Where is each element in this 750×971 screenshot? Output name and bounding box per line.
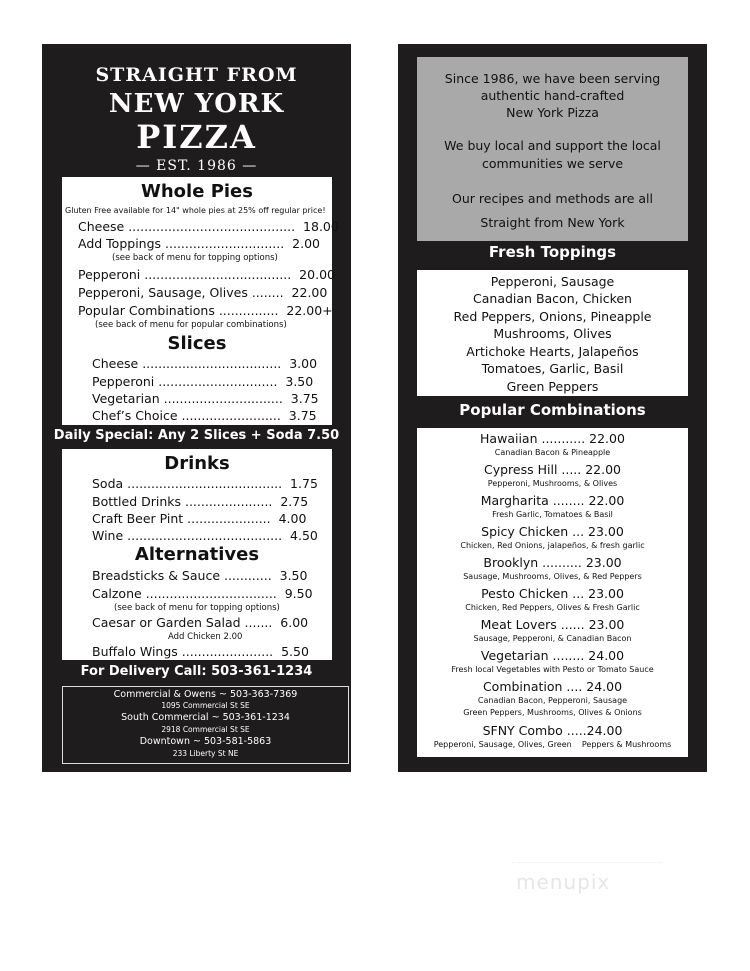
fresh-toppings-box [417,270,688,396]
about-line: authentic hand-crafted [480,88,625,103]
location-name: Commercial & Owens ~ 503-363-7369 [113,689,298,700]
combo-desc: Sausage, Pepperoni, & Canadian Bacon [473,634,632,643]
menu-item-pso-pie: Pepperoni, Sausage, Olives ........ 22.00 [78,285,328,300]
menu-item-pepperoni-slice: Pepperoni .............................. 3.50 [92,374,314,389]
combo-name: Pesto Chicken ... 23.00 [481,586,624,601]
combo-desc: Pepperoni, Mushrooms, & Olives [487,479,618,488]
whole-pies-heading: Whole Pies [141,181,253,202]
topping-note: (see back of menu for topping options) [112,253,278,263]
fresh-toppings-heading: Fresh Toppings [488,243,617,261]
combo-name: SFNY Combo .....24.00 [482,723,623,738]
menu-item-soda: Soda ....................................... 1.75 [92,476,318,491]
watermark-divider [512,862,662,863]
combo-name: Combination .... 24.00 [482,679,623,694]
delivery-phone: For Delivery Call: 503-361-1234 [80,664,313,679]
combo-name: Margharita ........ 22.00 [480,493,625,508]
alternatives-heading: Alternatives [134,544,260,565]
right-menu-panel [398,44,707,772]
location-address: 233 Liberty St NE [172,749,239,758]
combo-name: Spicy Chicken ... 23.00 [481,524,624,539]
menu-item-buffalo-wings: Buffalo Wings ....................... 5.50 [92,644,309,659]
menu-item-add-toppings: Add Toppings .............................. 2.00 [78,236,320,251]
topping-line: Tomatoes, Garlic, Basil [481,361,624,376]
topping-line: Mushrooms, Olives [493,326,612,341]
location-address: 2918 Commercial St SE [161,725,250,734]
popular-combinations-heading: Popular Combinations [459,401,646,419]
combo-name: Cypress Hill ..... 22.00 [483,462,622,477]
drinks-heading: Drinks [164,453,230,474]
left-menu-panel [42,44,351,772]
combo-note: (see back of menu for popular combinations) [95,320,287,330]
salad-note: Add Chicken 2.00 [168,632,243,642]
topping-line: Pepperoni, Sausage [490,274,615,289]
pies-slices-box [62,177,339,425]
location-address: 1095 Commercial St SE [161,701,250,710]
drinks-alternatives-box [62,449,332,660]
combo-desc: Chicken, Red Onions, jalapeños, & fresh garlic [460,541,645,550]
daily-special: Daily Special: Any 2 Slices + Soda 7.50 [53,428,340,443]
combo-name: Meat Lovers ...... 23.00 [480,617,625,632]
location-name: Downtown ~ 503-581-5863 [139,736,272,747]
about-line: Straight from New York [480,215,625,230]
about-line: Our recipes and methods are all [452,191,653,206]
logo-line-1: STRAIGHT FROM [95,64,298,86]
menu-item-craft-beer: Craft Beer Pint ..................... 4.00 [92,511,307,526]
slices-heading: Slices [167,333,227,354]
menu-item-pepperoni-pie: Pepperoni ..................................... 20.00 [78,267,335,282]
combo-desc: Fresh Garlic, Tomatoes & Basil [492,510,613,519]
combo-desc: Canadian Bacon & Pineapple [494,448,611,457]
locations-box [62,686,349,764]
menu-item-vegetarian-slice: Vegetarian .............................. 3.75 [92,391,319,406]
combo-name: Brooklyn .......... 23.00 [483,555,622,570]
topping-line: Artichoke Hearts, Jalapeños [466,344,639,359]
about-box [417,57,688,241]
menu-item-calzone: Calzone ................................. 9.50 [92,586,313,601]
menu-item-cheese-slice: Cheese ................................... 3.00 [92,356,318,371]
menu-item-bottled-drinks: Bottled Drinks ...................... 2.75 [92,494,309,509]
combo-name: Hawaiian ........... 22.00 [480,431,625,446]
logo-est: — EST. 1986 — [135,158,258,174]
topping-line: Red Peppers, Onions, Pineapple [453,309,652,324]
combo-desc: Green Peppers, Mushrooms, Olives & Onions [463,708,642,717]
topping-line: Canadian Bacon, Chicken [473,291,632,306]
gluten-free-note: Gluten Free available for 14" whole pies at 25% off regular price! [65,206,326,215]
logo-line-2: NEW YORK [108,89,285,119]
combo-desc: Fresh local Vegetables with Pesto or Tomato Sauce [451,665,654,674]
combo-desc: Chicken, Red Peppers, Olives & Fresh Garlic [465,603,640,612]
combo-name: Vegetarian ........ 24.00 [480,648,625,663]
menupix-watermark: menupix [516,870,611,894]
about-line: Since 1986, we have been serving [444,71,661,86]
popular-combinations-box [417,428,688,757]
logo-line-3: PIZZA [136,118,257,156]
menu-item-cheese-pie: Cheese .......................................... 18.00 [78,219,339,234]
about-line: New York Pizza [506,105,599,120]
combo-desc: Canadian Bacon, Pepperoni, Sausage [477,696,628,705]
about-line: We buy local and support the local [444,138,661,153]
combo-desc: Sausage, Mushrooms, Olives, & Red Peppers [463,572,642,581]
menu-item-breadsticks: Breadsticks & Sauce ............ 3.50 [92,568,308,583]
location-name: South Commercial ~ 503-361-1234 [121,712,290,723]
topping-line: Green Peppers [506,379,599,394]
menu-item-salad: Caesar or Garden Salad ....... 6.00 [92,615,309,630]
about-line: communities we serve [481,156,624,171]
combo-desc: Pepperoni, Sausage, Olives, Green Peppers & Mushrooms [433,740,672,749]
menu-item-chefs-choice-slice: Chef’s Choice ......................... 3.75 [92,408,317,423]
menu-item-popular-combos: Popular Combinations ............... 22.00+ [78,303,333,318]
calzone-note: (see back of menu for topping options) [114,603,280,613]
menu-item-wine: Wine ....................................... 4.50 [92,528,318,543]
